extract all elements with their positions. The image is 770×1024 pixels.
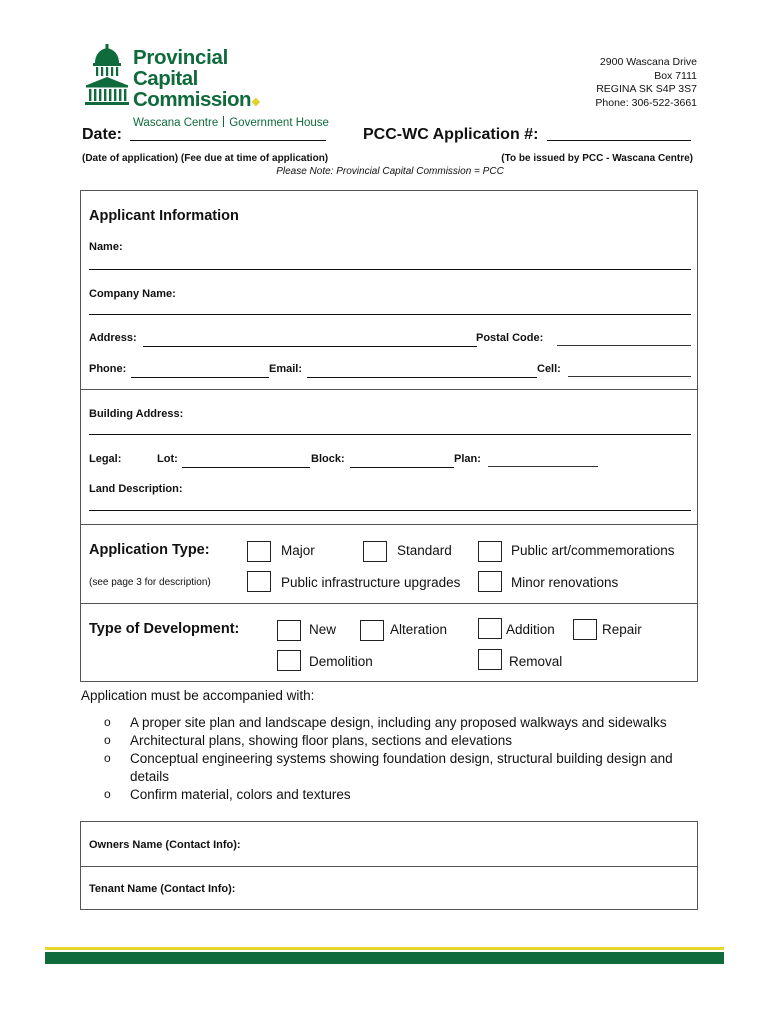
logo-title-line2 (133, 68, 329, 114)
public-infrastructure-label: Public infrastructure upgrades (281, 575, 461, 590)
logo-title-line2-text: Capital Commission (133, 67, 252, 111)
name-label: Name: (89, 241, 123, 253)
bullet: o (104, 715, 111, 729)
date-label: Date: (82, 126, 123, 143)
date-input-line[interactable] (130, 125, 326, 141)
contacts-box (80, 821, 698, 910)
standard-checkbox[interactable] (363, 541, 387, 562)
email-label: Email: (269, 363, 303, 375)
alteration-label: Alteration (390, 622, 448, 637)
plan-input-line[interactable] (488, 466, 598, 467)
block-label: Block: (311, 453, 345, 465)
footer-yellow-stripe (45, 947, 724, 950)
address-line: REGINA SK S4P 3S7 (596, 83, 697, 95)
applicant-info-title: Applicant Information (89, 208, 239, 224)
public-art-label: Public art/commemorations (511, 543, 675, 558)
land-description-input-line[interactable] (89, 510, 691, 511)
requirement-text: Architectural plans, showing floor plans, sections and elevations (130, 733, 512, 748)
requirement-text: A proper site plan and landscape design, including any proposed walkways and sidewalks (130, 715, 667, 730)
address-line: Box 7111 (654, 69, 697, 82)
bullet: o (104, 733, 111, 747)
requirements-list (104, 714, 704, 804)
requirements-intro: Application must be accompanied with: (81, 688, 315, 703)
minor-renovations-checkbox[interactable] (478, 571, 502, 592)
removal-label: Removal (509, 654, 563, 669)
date-note: (Date of application) (Fee due at time of application) (82, 153, 329, 164)
requirement-text: Conceptual engineering systems showing foundation design, structural building design and details (130, 751, 673, 784)
date-field (82, 125, 326, 144)
land-description-label: Land Description: (89, 483, 183, 495)
logo-title-line1: Provincial (133, 46, 228, 69)
demolition-label: Demolition (309, 654, 373, 669)
address-line: 2900 Wascana Drive (599, 56, 697, 68)
bullet: o (104, 786, 111, 801)
company-name-label: Company Name: (89, 288, 176, 300)
legal-label: Legal: (89, 453, 122, 465)
demolition-checkbox[interactable] (277, 650, 301, 671)
legislature-building-icon (84, 44, 130, 106)
repair-checkbox[interactable] (573, 619, 597, 640)
phone-input-line[interactable] (131, 377, 269, 378)
lot-input-line[interactable] (182, 467, 310, 468)
address-label: Address: (89, 332, 137, 344)
removal-checkbox[interactable] (478, 649, 502, 670)
requirement-text: Confirm material, colors and textures (130, 786, 351, 802)
application-number-note: (To be issued by PCC - Wascana Centre) (501, 153, 693, 164)
list-item (104, 750, 704, 785)
new-label: New (309, 622, 337, 637)
owners-name-label: Owners Name (Contact Info): (89, 839, 241, 851)
cell-label: Cell: (537, 363, 561, 375)
section-divider (81, 524, 697, 525)
alteration-checkbox[interactable] (360, 620, 384, 641)
list-item (104, 714, 704, 732)
lot-label: Lot: (157, 453, 178, 465)
repair-label: Repair (602, 622, 642, 637)
building-address-label: Building Address: (89, 408, 184, 420)
pcc-logo (84, 44, 329, 129)
footer-green-bar (45, 952, 724, 964)
section-divider (81, 603, 697, 604)
major-label: Major (281, 543, 315, 558)
section-divider (81, 866, 697, 867)
logo-subtitle-a: Wascana Centre (133, 117, 219, 129)
application-number-line (547, 125, 691, 141)
name-input-line[interactable] (89, 269, 691, 270)
tenant-name-label: Tenant Name (Contact Info): (89, 883, 236, 895)
addition-checkbox[interactable] (478, 618, 502, 639)
plan-label: Plan: (454, 453, 481, 465)
addition-label: Addition (506, 622, 555, 637)
address-input-line[interactable] (143, 346, 477, 347)
bullet: o (104, 751, 111, 765)
standard-label: Standard (397, 543, 452, 558)
public-infrastructure-checkbox[interactable] (247, 571, 271, 592)
logo-subtitle-b: Government House (229, 117, 329, 129)
postal-code-input-line[interactable] (557, 345, 691, 346)
postal-code-label: Postal Code: (476, 332, 544, 344)
list-item (104, 786, 704, 804)
minor-renovations-label: Minor renovations (511, 575, 619, 590)
address-line: Phone: 306-522-3661 (595, 96, 697, 109)
application-type-title: Application Type: (89, 542, 210, 558)
application-number-label: PCC-WC Application #: (363, 126, 539, 143)
phone-label: Phone: (89, 363, 127, 375)
public-art-checkbox[interactable] (478, 541, 502, 562)
leaf-icon: ❖ (251, 97, 261, 109)
mailing-address (595, 56, 697, 110)
pcc-note: Please Note: Provincial Capital Commission = PCC (276, 166, 504, 177)
major-checkbox[interactable] (247, 541, 271, 562)
new-checkbox[interactable] (277, 620, 301, 641)
email-input-line[interactable] (307, 377, 537, 378)
company-name-input-line[interactable] (89, 314, 691, 315)
application-number-field (363, 125, 691, 144)
application-form-box (80, 190, 698, 682)
application-type-note: (see page 3 for description) (89, 577, 211, 588)
block-input-line[interactable] (350, 467, 454, 468)
development-type-title: Type of Development: (89, 621, 240, 637)
cell-input-line[interactable] (568, 376, 691, 377)
list-item (104, 732, 704, 750)
section-divider (81, 389, 697, 390)
building-address-input-line[interactable] (89, 434, 691, 435)
